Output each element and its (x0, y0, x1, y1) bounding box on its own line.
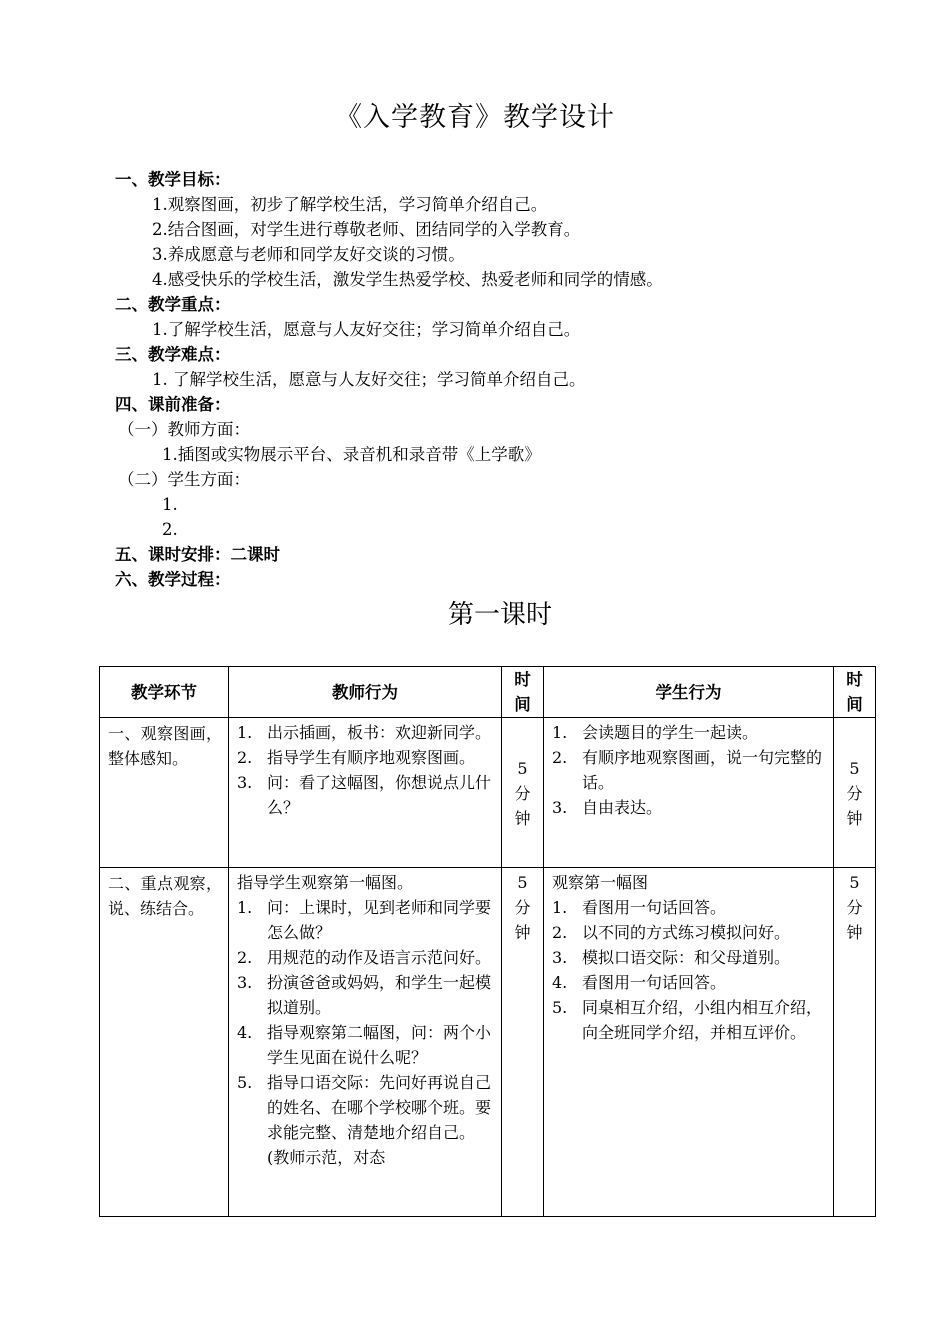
student-actions-list (544, 718, 833, 820)
time-cell (502, 718, 544, 868)
teacher-action-text: 问：上课时，见到老师和同学要怎么做？ (267, 898, 492, 942)
student-action-text: 以不同的方式练习模拟问好。 (582, 923, 791, 942)
list-item: 2. 用规范的动作及语言示范问好。 (237, 948, 492, 967)
difficulties-heading: 三、教学难点： (115, 345, 231, 364)
teacher-prep-label: （一）教师方面： (118, 420, 250, 439)
header-teacher-actions: 教师行为 (229, 667, 502, 718)
list-item: 2. 指导学生有顺序地观察图画。 (237, 748, 476, 767)
time-text: 5 分 钟 (514, 873, 531, 942)
list-item: 1. 出示插画，板书：欢迎新同学。 (237, 723, 492, 742)
teacher-action-text: 出示插画，板书：欢迎新同学。 (267, 723, 492, 742)
lesson-plan-table (99, 666, 876, 1217)
time-text: 5 分 钟 (514, 759, 531, 828)
teacher-actions-cell (229, 868, 502, 1217)
header-time-label: 时间 (846, 670, 863, 714)
list-item: 1. 会读题目的学生一起读。 (552, 723, 759, 742)
header-stage: 教学环节 (100, 667, 229, 718)
student-intro: 观察第一幅图 (552, 873, 649, 892)
student-action-text: 看图用一句话回答。 (582, 973, 727, 992)
student-action-text: 看图用一句话回答。 (582, 898, 727, 917)
table-header-row (100, 667, 876, 718)
preparation-heading: 四、课前准备： (115, 395, 231, 414)
table-row (100, 868, 876, 1217)
teacher-action-text: 指导学生有顺序地观察图画。 (267, 748, 476, 767)
objective-item: 2.结合图画，对学生进行尊敬老师、团结同学的入学教育。 (152, 220, 581, 239)
list-item: 2. 以不同的方式练习模拟问好。 (552, 923, 791, 942)
teacher-actions-list (229, 718, 501, 820)
student-actions-cell (544, 718, 834, 868)
table-row (100, 718, 876, 868)
student-prep-item: 2. (162, 520, 178, 539)
list-item: 3. 自由表达。 (552, 798, 663, 817)
list-item: 5. 指导口语交际：先问好再说自己的姓名、在哪个学校哪个班。要求能完整、清楚地介绍自己。(教师示范，对态 (237, 1073, 492, 1167)
list-item: 4. 看图用一句话回答。 (552, 973, 727, 992)
list-item: 1. 问：上课时，见到老师和同学要怎么做？ (237, 898, 492, 942)
student-action-text: 同桌相互介绍，小组内相互介绍，向全班同学介绍，并相互评价。 (582, 998, 823, 1042)
process-heading: 六、教学过程： (115, 570, 231, 589)
student-action-text: 有顺序地观察图画，说一句完整的话。 (582, 748, 823, 792)
header-time (834, 667, 876, 718)
stage-cell (100, 718, 229, 868)
list-item: 4. 指导观察第二幅图，问：两个小学生见面在说什么呢？ (237, 1023, 492, 1067)
header-time (502, 667, 544, 718)
list-item: 1. 看图用一句话回答。 (552, 898, 727, 917)
teacher-actions-cell (229, 718, 502, 868)
teacher-actions-list (229, 895, 501, 1170)
list-item: 2. 有顺序地观察图画，说一句完整的话。 (552, 748, 823, 792)
key-points-heading: 二、教学重点： (115, 295, 231, 314)
teacher-action-text: 扮演爸爸或妈妈，和学生一起模拟道别。 (267, 973, 492, 1017)
teacher-action-text: 用规范的动作及语言示范问好。 (267, 948, 492, 967)
stage-cell (100, 868, 229, 1217)
student-action-text: 会读题目的学生一起读。 (582, 723, 759, 742)
list-item: 3. 模拟口语交际：和父母道别。 (552, 948, 791, 967)
time-text: 5 分 钟 (846, 873, 863, 942)
list-item: 3. 问：看了这幅图，你想说点儿什么？ (237, 773, 492, 817)
time-cell (502, 868, 544, 1217)
header-student-actions: 学生行为 (544, 667, 834, 718)
objective-item: 4.感受快乐的学校生活，激发学生热爱学校、热爱老师和同学的情感。 (152, 270, 663, 289)
student-actions-list (544, 895, 833, 1045)
objectives-heading: 一、教学目标： (115, 170, 231, 189)
list-item: 3. 扮演爸爸或妈妈，和学生一起模拟道别。 (237, 973, 492, 1017)
difficulty-item: 1. 了解学校生活，愿意与人友好交往；学习简单介绍自己。 (152, 370, 586, 389)
teacher-prep-item: 1.插图或实物展示平台、录音机和录音带《上学歌》 (162, 445, 541, 464)
stage-text: 二、重点观察，说、练结合。 (108, 874, 222, 918)
teacher-action-text: 指导观察第二幅图，问：两个小学生见面在说什么呢？ (267, 1023, 492, 1067)
document-title: 《入学教育》教学设计 (335, 102, 615, 133)
lesson-outline (0, 167, 950, 592)
header-time-label: 时间 (514, 670, 531, 714)
student-action-text: 模拟口语交际：和父母道别。 (582, 948, 791, 967)
time-text: 5 分 钟 (846, 759, 863, 828)
student-actions-cell (544, 868, 834, 1217)
teacher-intro: 指导学生观察第一幅图。 (237, 873, 414, 892)
schedule-heading: 五、课时安排：二课时 (115, 545, 280, 564)
student-prep-item: 1. (162, 495, 178, 514)
key-point-item: 1.了解学校生活，愿意与人友好交往；学习简单介绍自己。 (152, 320, 581, 339)
teacher-action-text: 指导口语交际：先问好再说自己的姓名、在哪个学校哪个班。要求能完整、清楚地介绍自己。(教师示范，对态 (267, 1073, 492, 1167)
time-cell (834, 868, 876, 1217)
list-item: 5. 同桌相互介绍，小组内相互介绍，向全班同学介绍，并相互评价。 (552, 998, 823, 1042)
objective-item: 3.养成愿意与老师和同学友好交谈的习惯。 (152, 245, 465, 264)
lesson-title: 第一课时 (447, 600, 552, 630)
objective-item: 1.观察图画，初步了解学校生活，学习简单介绍自己。 (152, 195, 548, 214)
teacher-action-text: 问：看了这幅图，你想说点儿什么？ (267, 773, 492, 817)
stage-text: 一、观察图画，整体感知。 (108, 724, 222, 768)
student-action-text: 自由表达。 (582, 798, 663, 817)
time-cell (834, 718, 876, 868)
student-prep-label: （二）学生方面： (118, 470, 250, 489)
